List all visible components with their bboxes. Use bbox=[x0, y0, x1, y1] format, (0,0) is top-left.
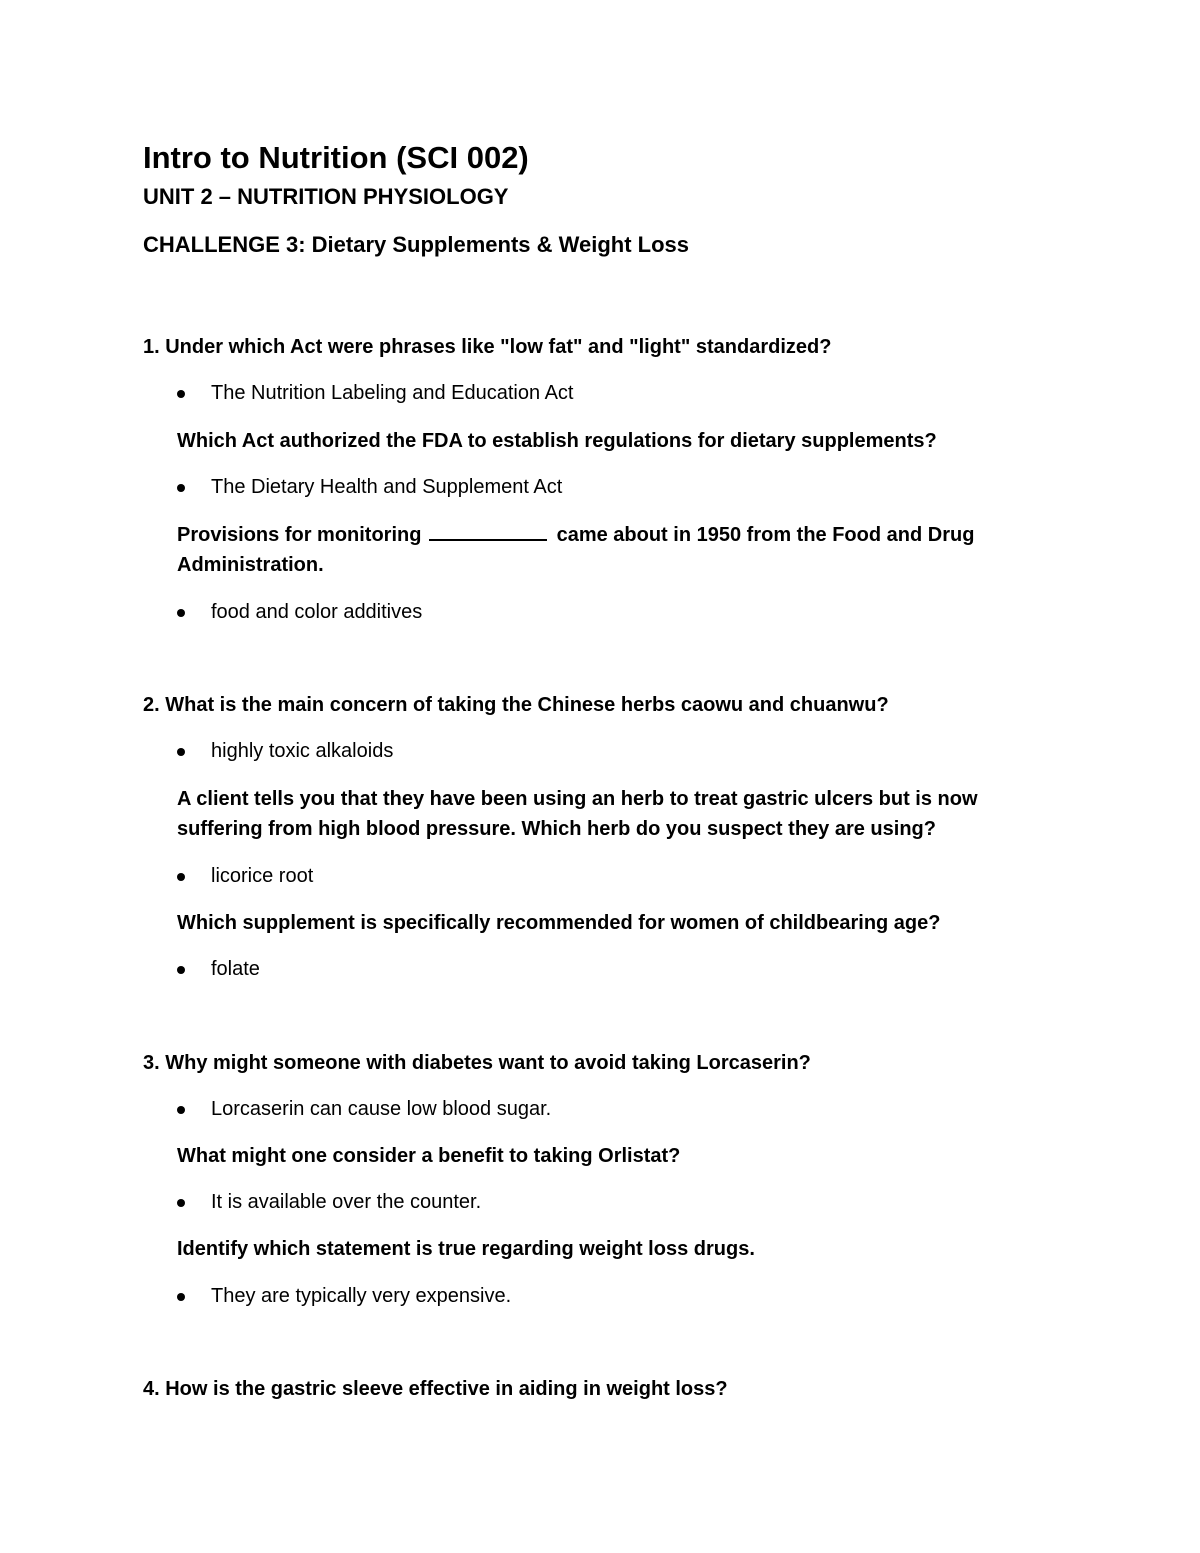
answer-2 bbox=[177, 736, 393, 767]
question-1-sub-2 bbox=[177, 520, 974, 551]
answer-2-sub-2-text: folate bbox=[211, 958, 260, 980]
answer-1-sub-1-text: The Dietary Health and Supplement Act bbox=[211, 476, 563, 498]
question-2: 2. What is the main concern of taking the Chinese herbs caowu and chuanwu? bbox=[143, 694, 889, 716]
answer-3-sub-2-text: They are typically very expensive. bbox=[211, 1285, 512, 1307]
answer-3 bbox=[177, 1094, 551, 1125]
bullet-icon bbox=[177, 1293, 185, 1301]
bullet-icon bbox=[177, 748, 185, 756]
question-3-sub-1: What might one consider a benefit to taking Orlistat? bbox=[177, 1145, 681, 1167]
question-1: 1. Under which Act were phrases like "low fat" and "light" standardized? bbox=[143, 336, 832, 358]
answer-1 bbox=[177, 378, 573, 409]
answer-2-sub-2 bbox=[177, 954, 260, 985]
bullet-icon bbox=[177, 1199, 185, 1207]
question-2-sub-2: Which supplement is specifically recommended for women of childbearing age? bbox=[177, 912, 941, 934]
answer-2-sub-1-text: licorice root bbox=[211, 865, 314, 887]
answer-1-text: The Nutrition Labeling and Education Act bbox=[211, 382, 574, 404]
question-4: 4. How is the gastric sleeve effective in aiding in weight loss? bbox=[143, 1378, 728, 1400]
document-title: Intro to Nutrition (SCI 002) bbox=[143, 140, 529, 175]
answer-2-text: highly toxic alkaloids bbox=[211, 740, 394, 762]
answer-1-sub-1 bbox=[177, 472, 562, 503]
bullet-icon bbox=[177, 873, 185, 881]
bullet-icon bbox=[177, 484, 185, 492]
question-1-sub-2-line-2: Administration. bbox=[177, 554, 324, 576]
question-3-sub-2: Identify which statement is true regarding weight loss drugs. bbox=[177, 1238, 755, 1260]
bullet-icon bbox=[177, 1106, 185, 1114]
answer-2-sub-1 bbox=[177, 861, 313, 892]
answer-3-sub-1-text: It is available over the counter. bbox=[211, 1191, 482, 1213]
bullet-icon bbox=[177, 390, 185, 398]
challenge-heading: CHALLENGE 3: Dietary Supplements & Weight Loss bbox=[143, 232, 690, 257]
bullet-icon bbox=[177, 966, 185, 974]
unit-heading: UNIT 2 – NUTRITION PHYSIOLOGY bbox=[143, 184, 509, 209]
fill-in-blank bbox=[429, 521, 547, 541]
question-2-sub-1-line-2: suffering from high blood pressure. Which herb do you suspect they are using? bbox=[177, 818, 936, 840]
question-2-sub-1: A client tells you that they have been using an herb to treat gastric ulcers but is now bbox=[177, 788, 978, 810]
answer-3-sub-1 bbox=[177, 1187, 481, 1218]
question-1-sub-2-part-1: Provisions for monitoring bbox=[177, 524, 422, 546]
bullet-icon bbox=[177, 609, 185, 617]
answer-3-sub-2 bbox=[177, 1281, 511, 1312]
answer-3-text: Lorcaserin can cause low blood sugar. bbox=[211, 1098, 552, 1120]
answer-1-sub-2-text: food and color additives bbox=[211, 601, 423, 623]
question-3: 3. Why might someone with diabetes want to avoid taking Lorcaserin? bbox=[143, 1052, 811, 1074]
answer-1-sub-2 bbox=[177, 597, 422, 628]
question-1-sub-2-part-2: came about in 1950 from the Food and Drug bbox=[556, 524, 975, 546]
question-1-sub-1: Which Act authorized the FDA to establish regulations for dietary supplements? bbox=[177, 430, 937, 452]
